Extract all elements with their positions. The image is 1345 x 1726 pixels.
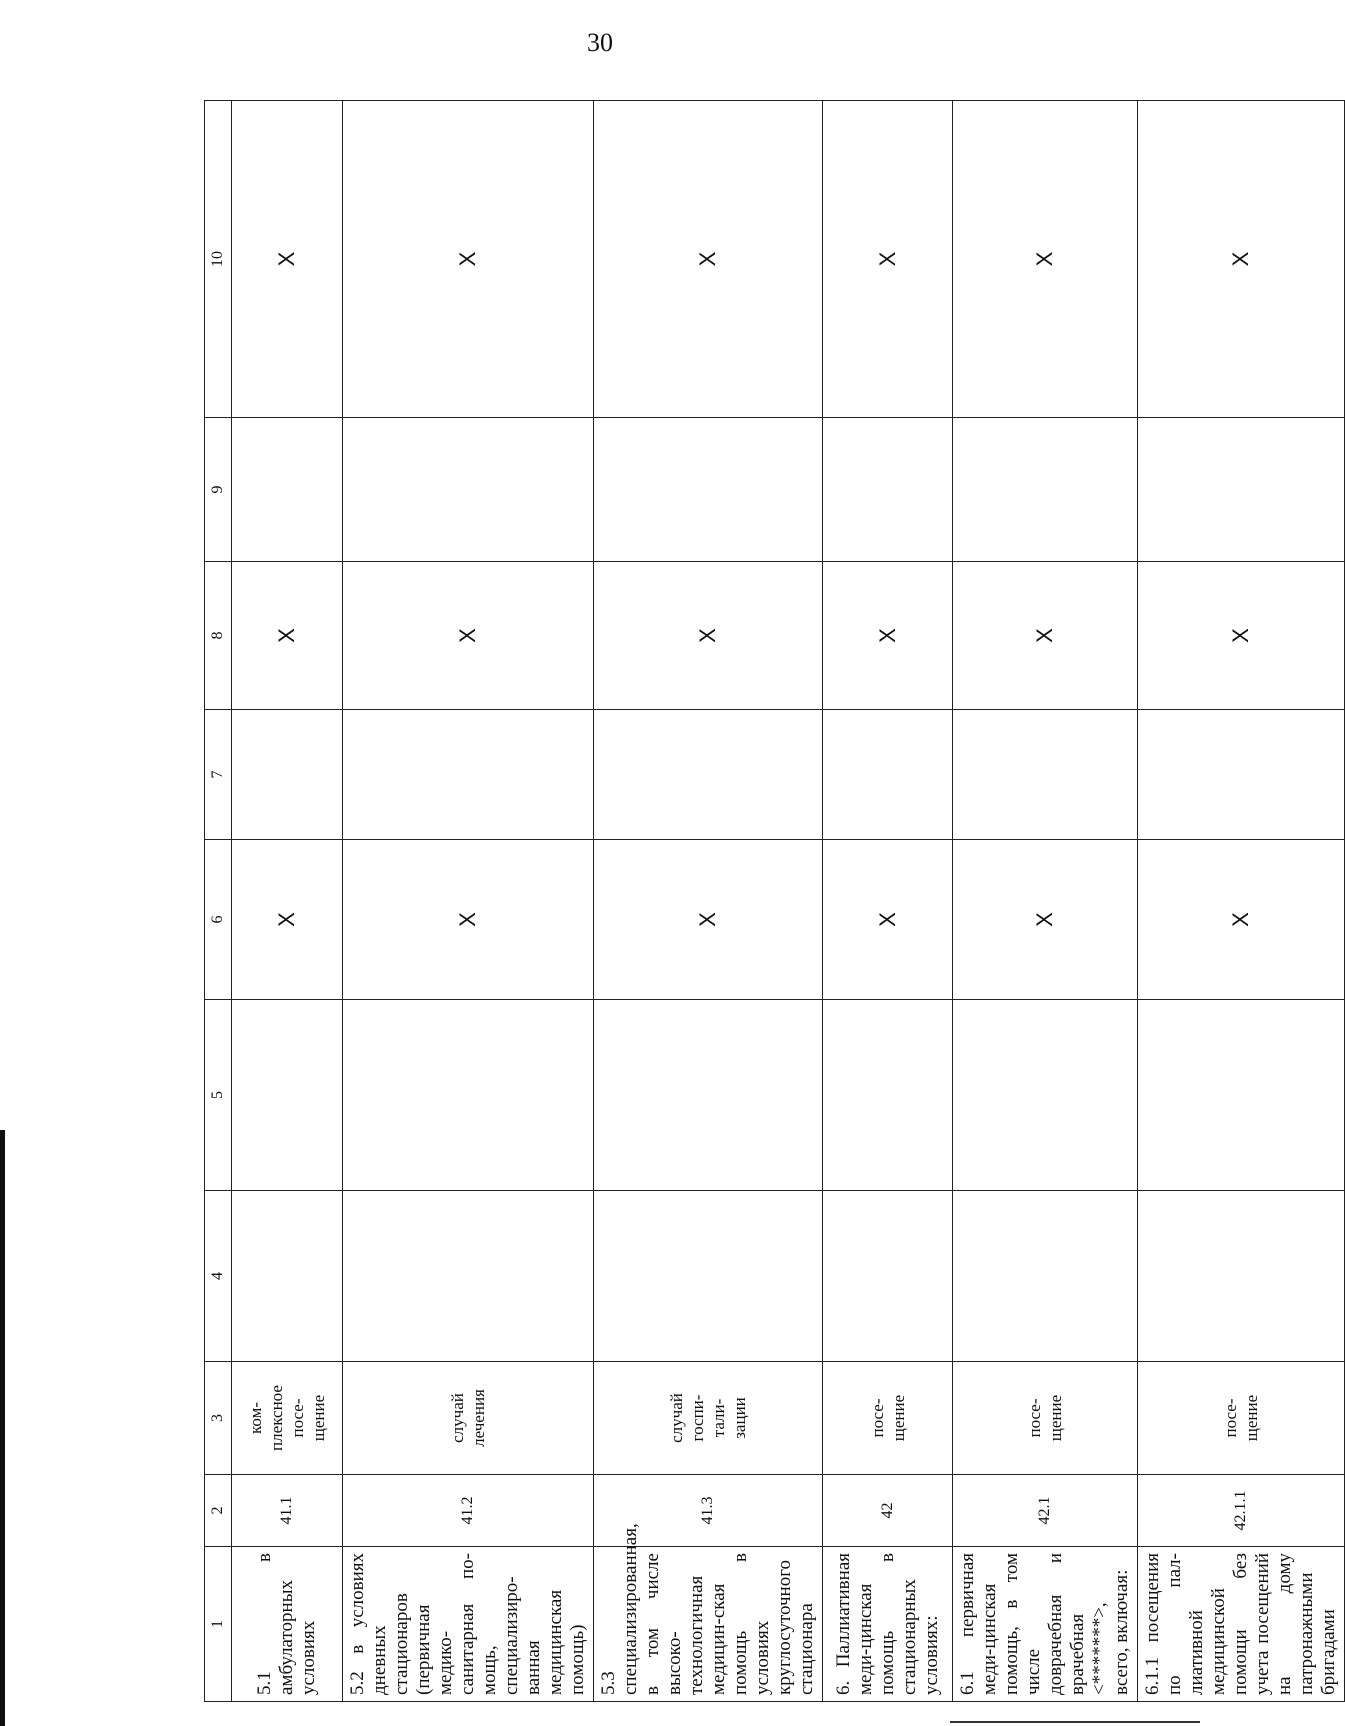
row-name-cell: 6. Паллиативная меди-цинская помощь в стационарных условиях: (823, 1547, 953, 1702)
column-header: 9 (205, 418, 232, 562)
cell-col-5 (232, 1000, 343, 1191)
row-code-cell: 42.1.1 (1138, 1475, 1345, 1547)
cell-col-10: X (232, 101, 343, 418)
cell-col-8: X (343, 562, 594, 710)
cell-col-6: X (343, 840, 594, 1000)
cell-col-10: X (953, 101, 1138, 418)
cell-col-8: X (232, 562, 343, 710)
cell-col-5 (343, 1000, 594, 1191)
column-header: 5 (205, 1000, 232, 1191)
cell-col-8: X (953, 562, 1138, 710)
cell-col-4 (232, 1191, 343, 1362)
cell-col-7 (1138, 710, 1345, 840)
table-row (343, 101, 594, 1702)
cell-col-4 (343, 1191, 594, 1362)
row-name-cell: 5.3 специализированная, в том числе высоко-технологичная медицин-ская помощь в условиях круглосуточного стационара (594, 1547, 823, 1702)
cell-col-8: X (594, 562, 823, 710)
cell-col-8: X (1138, 562, 1345, 710)
column-header: 6 (205, 840, 232, 1000)
cell-col-6: X (823, 840, 953, 1000)
table-row (823, 101, 953, 1702)
cell-col-6: X (1138, 840, 1345, 1000)
row-unit-cell: посе- щение (823, 1362, 953, 1475)
row-name-cell: 5.2 в условиях дневных стационаров (первичная медико-санитарная по-мощь, специализиро-ванная медицинская помощь) (343, 1547, 594, 1702)
row-code-cell: 41.1 (232, 1475, 343, 1547)
cell-col-4 (953, 1191, 1138, 1362)
row-unit-cell: случай госпи- тали- зации (594, 1362, 823, 1475)
cell-col-7 (594, 710, 823, 840)
row-unit-cell: случай лечения (343, 1362, 594, 1475)
row-name-cell: 6.1 первичная меди-цинская помощь, в том числе доврачебная и врачебная <*******>, всего, включая: (953, 1547, 1138, 1702)
cell-col-7 (232, 710, 343, 840)
row-code-cell: 41.2 (343, 1475, 594, 1547)
cell-col-6: X (594, 840, 823, 1000)
table-row (1138, 101, 1345, 1702)
row-unit-cell: посе- щение (1138, 1362, 1345, 1475)
data-table (204, 100, 1345, 1702)
page-number: 30 (587, 28, 613, 57)
cell-col-9 (953, 418, 1138, 562)
row-unit-cell: посе- щение (953, 1362, 1138, 1475)
column-header: 7 (205, 710, 232, 840)
column-header: 3 (205, 1362, 232, 1475)
row-name-cell: 5.1 в амбулаторных условиях (232, 1547, 343, 1702)
cell-col-9 (594, 418, 823, 562)
table-row (594, 101, 823, 1702)
cell-col-6: X (953, 840, 1138, 1000)
cell-col-7 (343, 710, 594, 840)
cell-col-7 (953, 710, 1138, 840)
cell-col-4 (1138, 1191, 1345, 1362)
cell-col-10: X (594, 101, 823, 418)
cell-col-5 (823, 1000, 953, 1191)
row-name-cell: 6.1.1 посещения по пал-лиативной медицинской помощи без учета посещений на дому патронажными бригадами (1138, 1547, 1345, 1702)
table-row (953, 101, 1138, 1702)
cell-col-10: X (1138, 101, 1345, 418)
cell-col-9 (1138, 418, 1345, 562)
table-row (232, 101, 343, 1702)
cell-col-6: X (232, 840, 343, 1000)
rotated-table-wrapper (204, 101, 1339, 1702)
cell-col-10: X (823, 101, 953, 418)
cell-col-9 (343, 418, 594, 562)
cell-col-9 (232, 418, 343, 562)
cell-col-10: X (343, 101, 594, 418)
cell-col-5 (1138, 1000, 1345, 1191)
cell-col-5 (594, 1000, 823, 1191)
column-header: 4 (205, 1191, 232, 1362)
column-number-row (205, 101, 232, 1702)
column-header: 2 (205, 1475, 232, 1547)
scan-edge-mark (0, 1130, 5, 1726)
cell-col-9 (823, 418, 953, 562)
row-code-cell: 42 (823, 1475, 953, 1547)
row-unit-cell: ком- плексное посе- щение (232, 1362, 343, 1475)
column-header: 1 (205, 1547, 232, 1702)
cell-col-4 (594, 1191, 823, 1362)
cell-col-8: X (823, 562, 953, 710)
column-header: 8 (205, 562, 232, 710)
column-header: 10 (205, 101, 232, 418)
cell-col-4 (823, 1191, 953, 1362)
scan-edge-line (950, 1721, 1200, 1723)
cell-col-7 (823, 710, 953, 840)
row-code-cell: 41.3 (594, 1475, 823, 1547)
row-code-cell: 42.1 (953, 1475, 1138, 1547)
cell-col-5 (953, 1000, 1138, 1191)
